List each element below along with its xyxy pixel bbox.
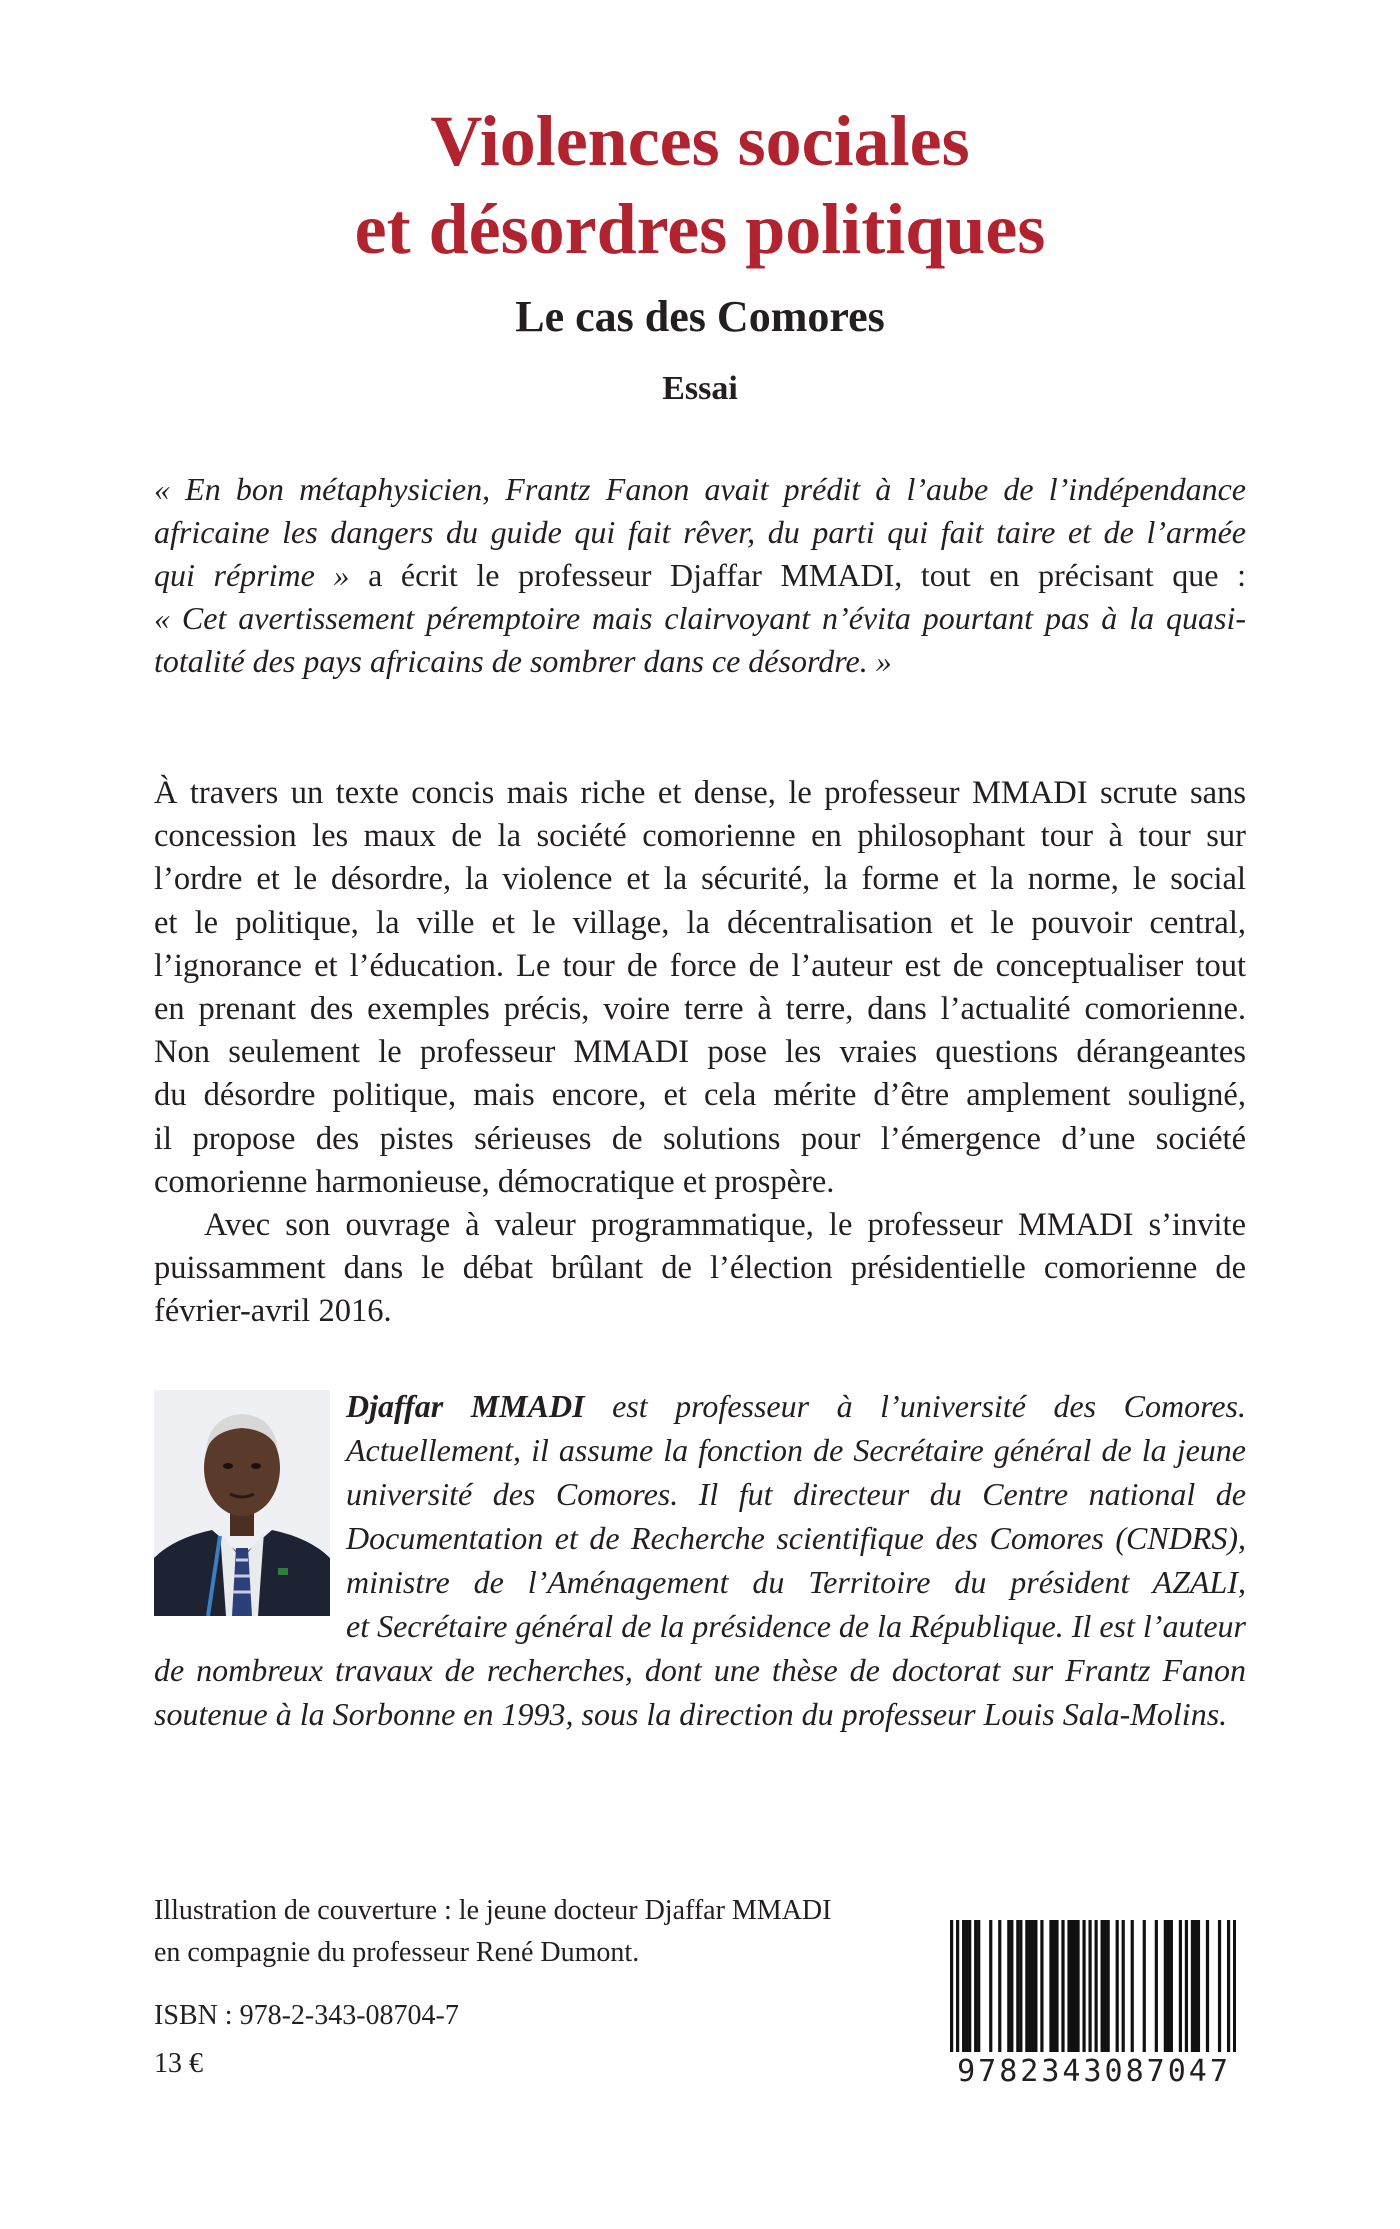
barcode-bar <box>1019 1920 1022 2060</box>
barcode-bar <box>1016 1920 1019 2060</box>
summary-line: Avec son ouvrage à valeur programmatique, le professeur MMADI s’invite <box>204 1206 1246 1243</box>
bio-line: soutenue à la Sorbonne en 1993, sous la direction du professeur Louis Sala-Molins. <box>154 1696 1228 1732</box>
bio-line: de nombreux travaux de recherches, dont une thèse de doctorat sur Frantz Fanon <box>154 1652 1246 1688</box>
barcode-bar <box>1143 1920 1146 2060</box>
barcode-bar <box>1107 1920 1110 2060</box>
genre-label: Essai <box>662 370 738 407</box>
barcode-bar <box>965 1920 968 2060</box>
cover-illustration-credit <box>154 1890 914 1974</box>
summary-line: À travers un texte concis mais riche et dense, le professeur MMADI scrute sans <box>154 775 1246 811</box>
barcode-bar <box>962 1920 965 2060</box>
title-line-1: Violences sociales <box>430 101 970 181</box>
barcode-bar <box>1052 1920 1055 2060</box>
summary-line: Non seulement le professeur MMADI pose les vraies questions dérangeantes <box>154 1034 1246 1071</box>
summary-line: l’ordre et le désordre, la violence et la sécurité, la forme et la norme, le social <box>154 861 1246 898</box>
barcode-bar <box>1031 1920 1034 2060</box>
barcode-bar <box>1185 1920 1188 2060</box>
barcode-bar <box>1101 1920 1104 2060</box>
barcode-bar <box>1218 1920 1221 2060</box>
barcode-bar <box>1040 1920 1043 2060</box>
summary-line: en prenant des exemples précis, voire terre à terre, dans l’actualité comorienne. <box>154 990 1246 1027</box>
summary-line: il propose des pistes sérieuses de solutions pour l’émergence d’une société <box>154 1120 1246 1157</box>
summary-line: puissamment dans le débat brûlant de l’élection présidentielle comorienne de <box>154 1250 1246 1287</box>
quote-fragment-italic: qui réprime » <box>154 557 350 593</box>
barcode-bar <box>977 1920 980 2060</box>
quote-line: « En bon métaphysicien, Frantz Fanon avait prédit à l’aube de l’indépendance <box>154 471 1246 507</box>
barcode-bar <box>989 1920 992 2060</box>
bio-line: Documentation et de Recherche scientifique des Comores (CNDRS), <box>346 1520 1246 1556</box>
barcode-bar <box>1073 1920 1076 2060</box>
barcode-bar <box>1170 1920 1173 2060</box>
bio-line-first <box>154 1384 1246 1428</box>
barcode-bar <box>968 1920 971 2060</box>
bio-fragment: est professeur à l’université des Comores. <box>584 1388 1247 1424</box>
barcode-bar <box>998 1920 1001 2060</box>
barcode-bar <box>1034 1920 1037 2060</box>
barcode-bar <box>1028 1920 1031 2060</box>
barcode-digits: 9782343087047 <box>948 2052 1240 2092</box>
subtitle: Le cas des Comores <box>515 292 885 341</box>
title-line-2: et désordres politiques <box>354 189 1046 269</box>
barcode-bar <box>1206 1920 1209 2060</box>
barcode-bar <box>1179 1920 1182 2060</box>
barcode-bar <box>1055 1920 1058 2060</box>
barcode-bar <box>1155 1920 1158 2060</box>
barcode-bar <box>1194 1920 1197 2060</box>
summary-line: février-avril 2016. <box>154 1293 392 1330</box>
summary-text <box>154 772 1246 1333</box>
barcode-bar <box>1164 1920 1167 2060</box>
barcode-bar <box>974 1920 977 2060</box>
barcode-bar <box>1007 1920 1010 2060</box>
bio-line: université des Comores. Il fut directeur du Centre national de <box>346 1476 1246 1512</box>
author-name: Djaffar MMADI <box>346 1388 585 1424</box>
barcode-bar <box>1082 1920 1085 2060</box>
barcode-bar <box>1131 1920 1134 2060</box>
summary-line: comorienne harmonieuse, démocratique et prospère. <box>154 1163 835 1200</box>
credit-line: Illustration de couverture : le jeune docteur Djaffar MMADI <box>154 1895 832 1926</box>
bio-line: Actuellement, il assume la fonction de Secrétaire général de la jeune <box>346 1432 1246 1468</box>
barcode-bar <box>1049 1920 1052 2060</box>
barcode-bar <box>1067 1920 1070 2060</box>
author-biography <box>154 1384 1246 1736</box>
barcode-bar <box>1025 1920 1028 2060</box>
barcode-bar <box>1070 1920 1073 2060</box>
quote-line: « Cet avertissement péremptoire mais clairvoyant n’évita pourtant pas à la quasi- <box>154 600 1246 636</box>
barcode-bar <box>1197 1920 1200 2060</box>
quote-fragment-roman: a écrit le professeur Djaffar MMADI, tout en précisant que : <box>349 557 1247 593</box>
quote-line: africaine les dangers du guide qui fait rêver, du parti qui fait taire et de l’armée <box>154 514 1246 550</box>
isbn: ISBN : 978-2-343-08704-7 <box>154 2000 459 2031</box>
barcode-bar <box>1010 1920 1013 2060</box>
barcode-bar <box>1122 1920 1125 2060</box>
barcode-bar <box>1116 1920 1119 2060</box>
summary-line: et le politique, la ville et le village, la décentralisation et le pouvoir central, <box>154 904 1246 941</box>
barcode-bar <box>1104 1920 1107 2060</box>
barcode-bar <box>1167 1920 1170 2060</box>
quote-line: totalité des pays africains de sombrer dans ce désordre. » <box>154 643 892 679</box>
summary-line: concession les maux de la société comorienne en philosophant tour à tour sur <box>154 818 1246 855</box>
summary-line: l’ignorance et l’éducation. Le tour de force de l’auteur est de conceptualiser tout <box>154 947 1246 984</box>
barcode-bar <box>1191 1920 1194 2060</box>
credit-line: en compagnie du professeur René Dumont. <box>154 1937 640 1968</box>
summary-line: du désordre politique, mais encore, et cela mérite d’être amplement souligné, <box>154 1077 1246 1114</box>
bio-line: ministre de l’Aménagement du Territoire du président AZALI, <box>346 1564 1246 1600</box>
price: 13 € <box>154 2048 203 2079</box>
barcode-bar <box>1061 1920 1064 2060</box>
quote-line-mixed <box>154 554 1246 597</box>
epigraph-quote <box>154 468 1246 683</box>
barcode-bar <box>1076 1920 1079 2060</box>
bio-line: et Secrétaire général de la présidence de la République. Il est l’auteur <box>346 1608 1246 1644</box>
